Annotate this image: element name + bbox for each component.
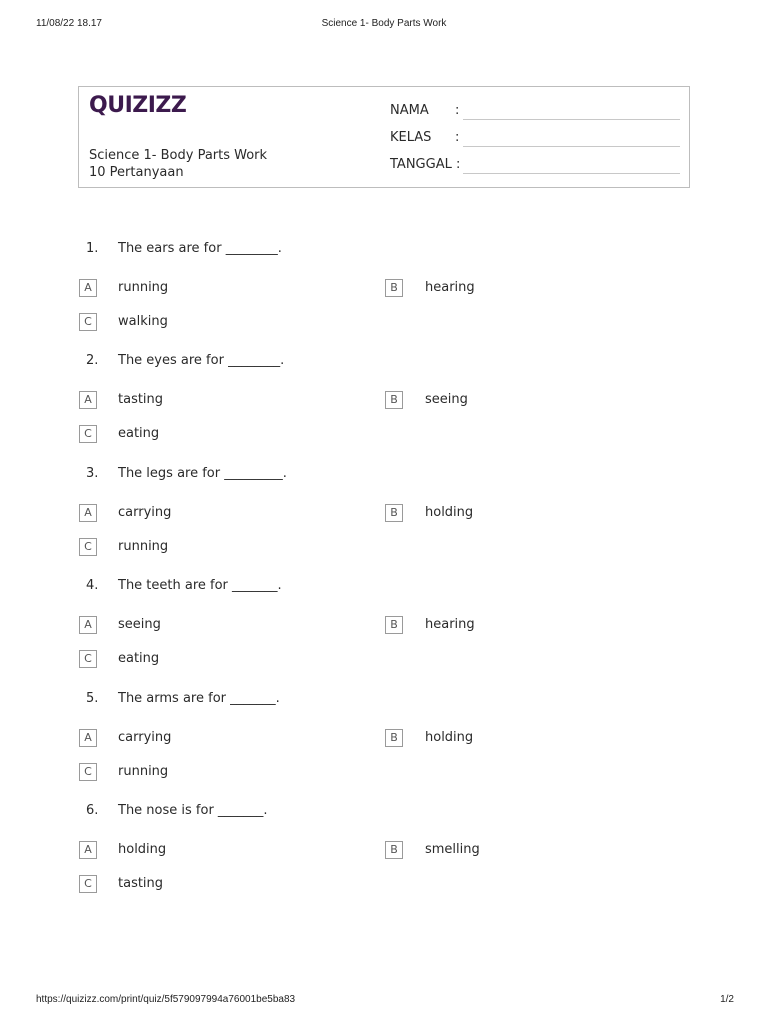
name-colon: : <box>455 103 460 118</box>
print-title: Science 1- Body Parts Work <box>321 18 447 29</box>
question-text: The arms are for _______. <box>118 690 280 706</box>
option-b-text: smelling <box>425 842 480 857</box>
question-number: 3. <box>86 465 99 481</box>
option-b-checkbox[interactable]: B <box>385 616 403 634</box>
name-label: NAMA <box>390 103 429 118</box>
question-text: The ears are for ________. <box>118 241 282 256</box>
option-b-text: seeing <box>425 392 468 408</box>
question-text: The legs are for _________. <box>118 465 287 481</box>
question-number: 6. <box>86 803 99 818</box>
print-url: https://quizizz.com/print/quiz/5f579097994a76001be5ba83 <box>36 994 296 1005</box>
option-c-text: running <box>118 763 169 779</box>
option-b-checkbox[interactable]: B <box>385 391 403 409</box>
option-a-checkbox[interactable]: A <box>79 391 97 409</box>
option-b-text: hearing <box>425 280 475 295</box>
print-date: 11/08/22 18.17 <box>36 18 102 29</box>
option-c-text: walking <box>118 314 168 329</box>
option-a-text: seeing <box>118 617 161 633</box>
quizizz-logo: QUIZIZZ <box>89 93 187 118</box>
quiz-title: Science 1- Body Parts Work <box>89 148 268 163</box>
class-colon: : <box>455 130 460 145</box>
option-c-checkbox[interactable]: C <box>79 650 97 668</box>
question-number: 4. <box>86 578 99 594</box>
option-c-text: tasting <box>118 876 164 891</box>
option-b-checkbox[interactable]: B <box>385 841 403 859</box>
option-a-text: carrying <box>118 504 172 520</box>
class-line[interactable] <box>463 146 680 147</box>
question-text: The eyes are for ________. <box>118 353 285 369</box>
option-b-text: holding <box>425 504 474 520</box>
option-a-checkbox[interactable]: A <box>79 504 97 522</box>
question-number: 2. <box>86 353 99 369</box>
worksheet-header <box>78 86 690 188</box>
option-a-text: tasting <box>118 392 164 408</box>
option-c-checkbox[interactable]: C <box>79 763 97 781</box>
question-count: 10 Pertanyaan <box>89 165 184 180</box>
option-c-checkbox[interactable]: C <box>79 538 97 556</box>
question-text: The teeth are for _______. <box>118 578 282 594</box>
option-b-checkbox[interactable]: B <box>385 279 403 297</box>
option-b-text: holding <box>425 729 474 745</box>
date-label: TANGGAL : <box>390 157 461 172</box>
option-c-checkbox[interactable]: C <box>79 313 97 331</box>
option-a-checkbox[interactable]: A <box>79 279 97 297</box>
page-number: 1/2 <box>720 994 734 1005</box>
option-c-checkbox[interactable]: C <box>79 425 97 443</box>
option-b-text: hearing <box>425 617 475 633</box>
option-c-text: eating <box>118 426 160 442</box>
option-a-checkbox[interactable]: A <box>79 729 97 747</box>
option-c-checkbox[interactable]: C <box>79 875 97 893</box>
class-label: KELAS <box>390 130 432 145</box>
option-a-text: running <box>118 280 169 295</box>
question-number: 1. <box>86 241 99 256</box>
option-b-checkbox[interactable]: B <box>385 729 403 747</box>
name-line[interactable] <box>463 119 680 120</box>
question-number: 5. <box>86 690 99 706</box>
option-a-checkbox[interactable]: A <box>79 616 97 634</box>
option-b-checkbox[interactable]: B <box>385 504 403 522</box>
option-a-text: carrying <box>118 729 172 745</box>
option-c-text: running <box>118 538 169 554</box>
option-c-text: eating <box>118 651 160 667</box>
option-a-checkbox[interactable]: A <box>79 841 97 859</box>
option-a-text: holding <box>118 842 167 857</box>
question-text: The nose is for _______. <box>118 803 268 818</box>
date-line[interactable] <box>463 173 680 174</box>
